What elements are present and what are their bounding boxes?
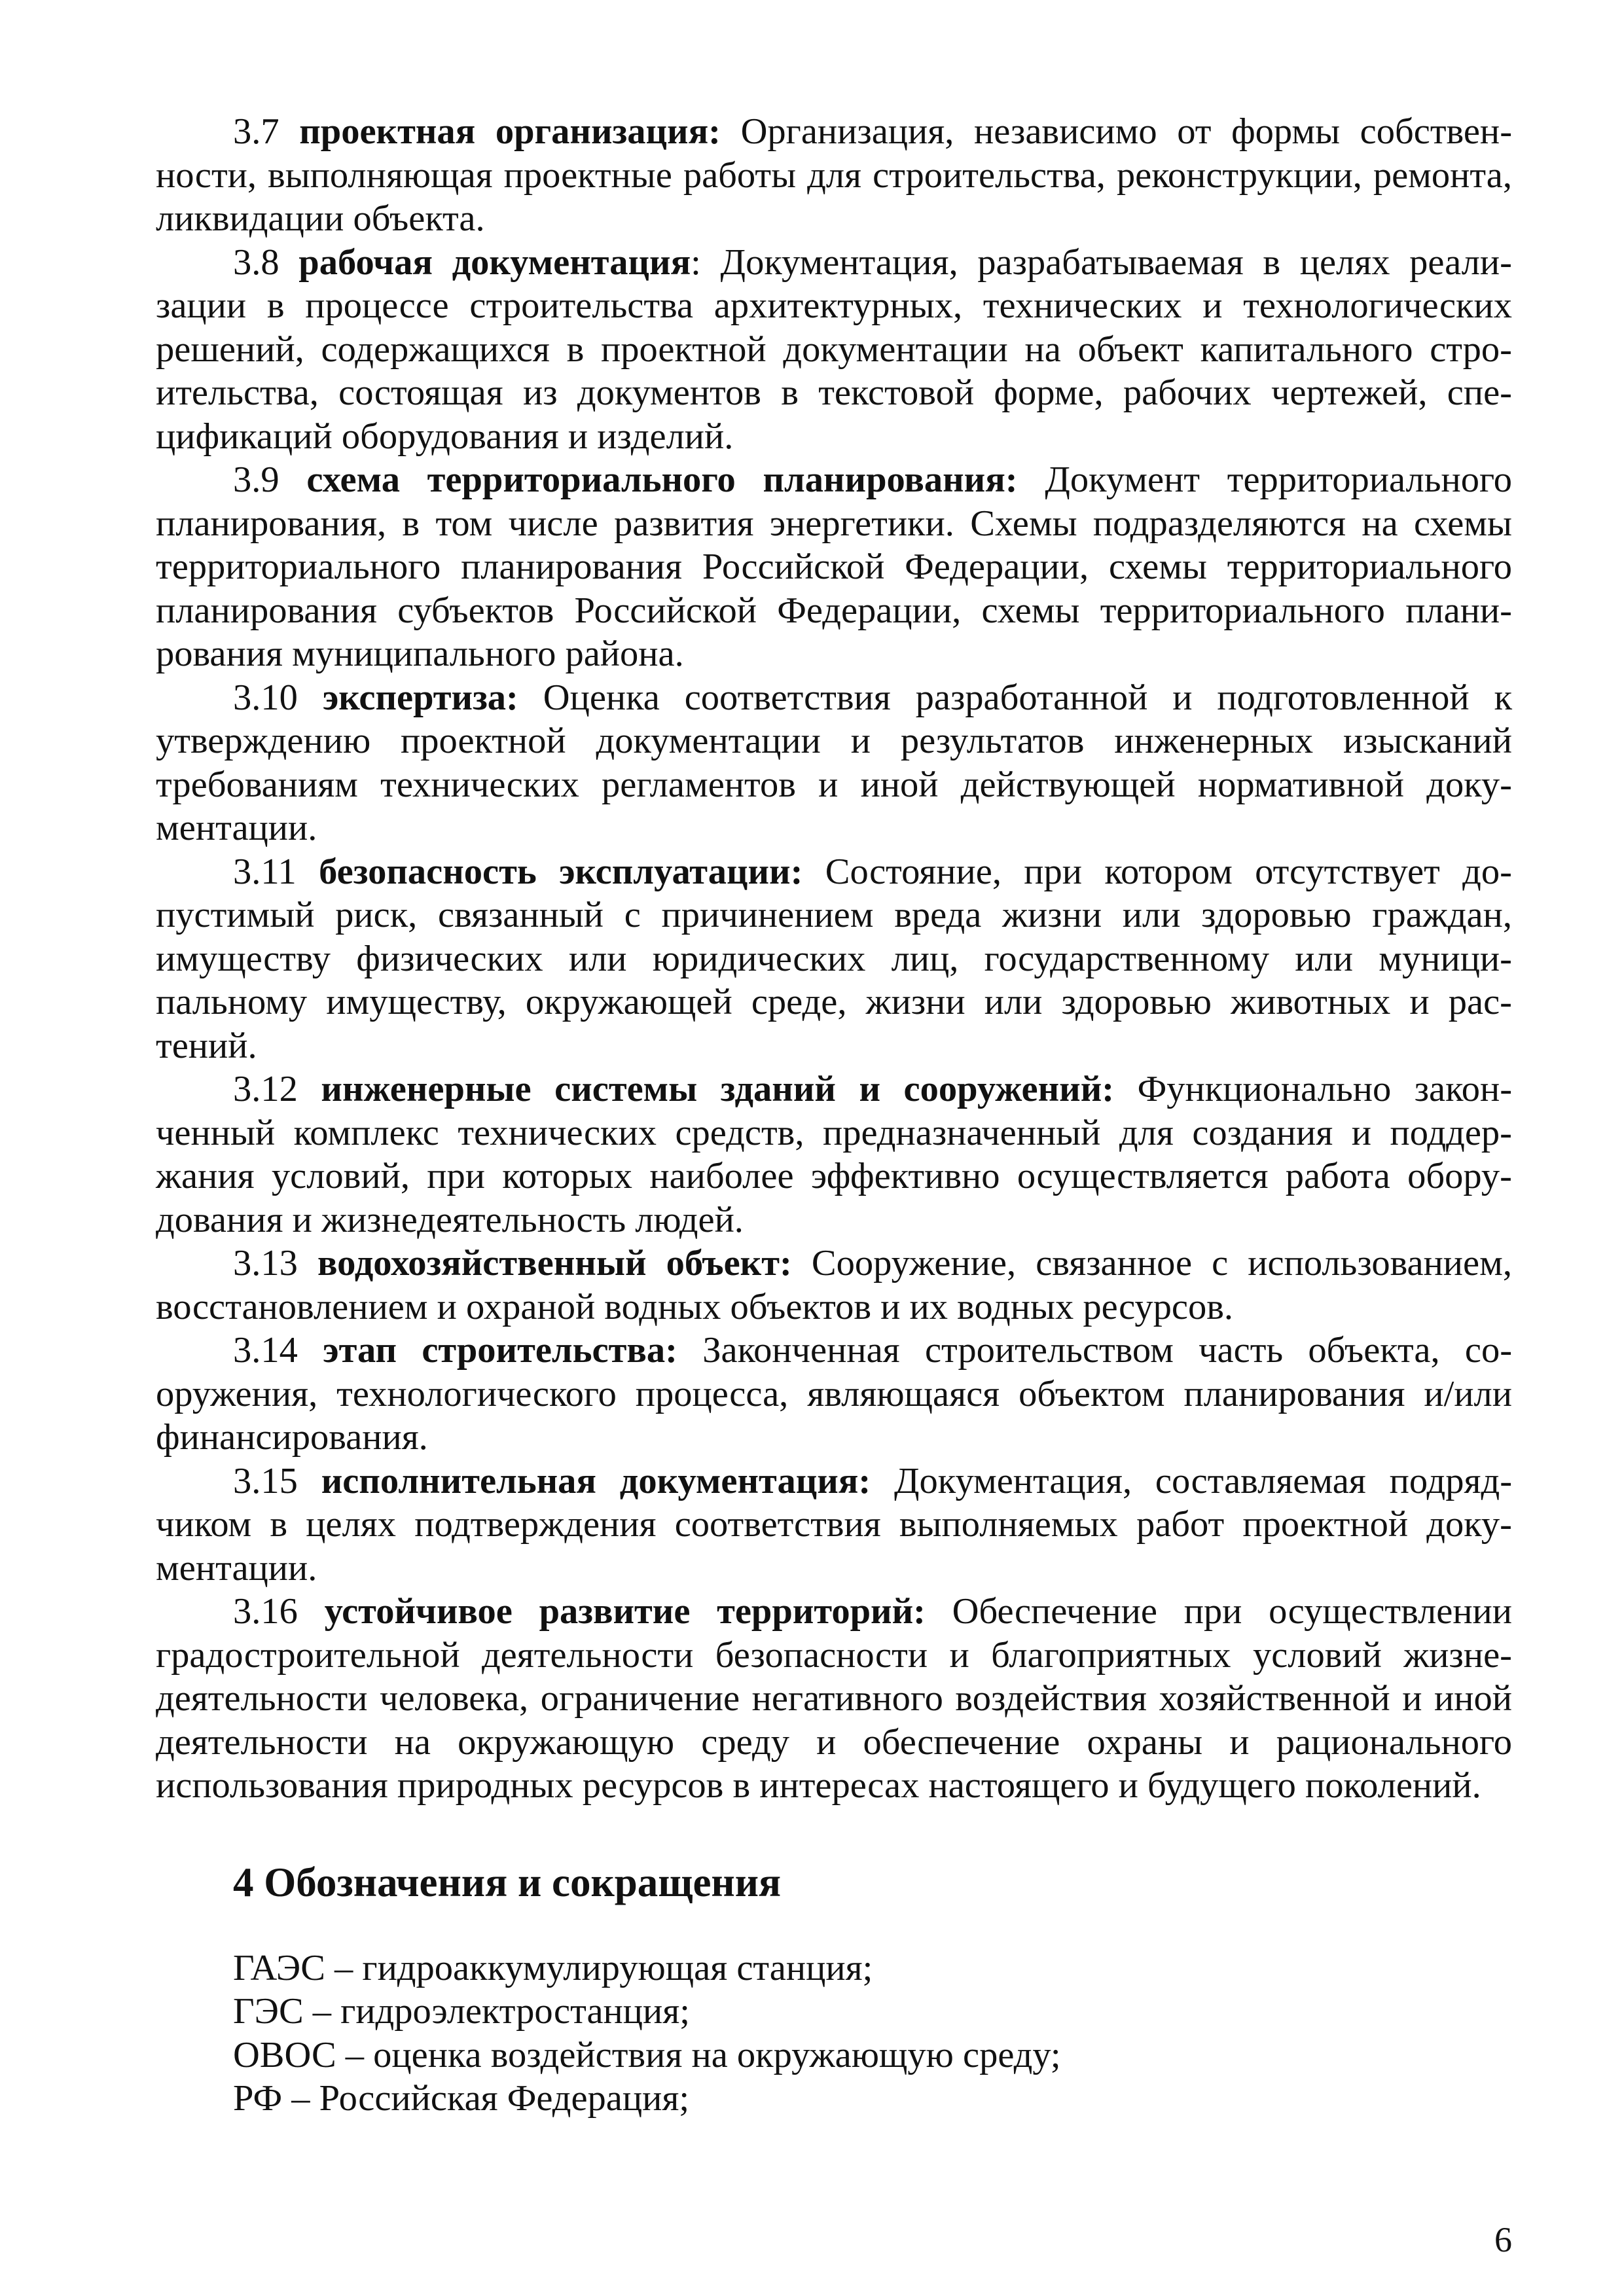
definition-term: исполнительная документация: xyxy=(321,1460,871,1501)
definition-number: 3.15 xyxy=(233,1460,298,1501)
definition-3-11 xyxy=(156,850,1512,1068)
definition-3-9 xyxy=(156,458,1512,676)
definition-3-12 xyxy=(156,1067,1512,1242)
definition-text: Функционально законченный комплекс технических средств, предназначенный для создания и поддержания условий, при которых наиболее эффективно осуществляется работа оборудования и жизнедеятельность людей. xyxy=(156,1069,1513,1240)
definition-number: 3.16 xyxy=(233,1591,298,1632)
definition-text: : Документация, разрабатываемая в целях реализации в процессе строительства архитектурных, технических и технологических решений, содержащихся в проектной документации на объект капитального строительства, состоящая из документов в текстовой форме, рабочих чертежей, спецификаций оборудования и изделий. xyxy=(156,242,1512,457)
definition-term: проектная организация: xyxy=(299,111,721,152)
definition-term: рабочая документация xyxy=(298,242,691,283)
definition-number: 3.13 xyxy=(233,1243,298,1283)
definition-term: экспертиза: xyxy=(322,677,518,718)
document-body xyxy=(156,110,1512,2121)
definition-text: Сооружение, связанное с использованием, восстановлением и охраной водных объектов и их водных ресурсов. xyxy=(156,1243,1513,1327)
abbreviation-item: ГЭС – гидроэлектростанция; xyxy=(233,1991,690,2032)
definition-number: 3.9 xyxy=(233,459,280,500)
abbreviation-list xyxy=(156,1946,1512,2121)
abbreviation-item: РФ – Российская Федерация; xyxy=(233,2078,690,2119)
definition-text: Документ территориального планирования, в том числе развития энергетики. Схемы подразделяются на схемы территориального планирования Российской Федерации, схемы территориального планирования субъектов Российской Федерации, схемы территориального планирования муниципального района. xyxy=(156,459,1513,674)
definition-number: 3.12 xyxy=(233,1069,298,1109)
definition-term: инженерные системы зданий и сооружений: xyxy=(321,1069,1115,1109)
definition-text: Обеспечение при осуществлении градостроительной деятельности безопасности и благоприятных условий жизнедеятельности человека, ограничение негативного воздействия хозяйственной и иной деятельности на окружающую среду и обеспечение охраны и рационального использования природных ресурсов в интересах настоящего и будущего поколений. xyxy=(156,1591,1513,1806)
section-heading: 4 Обозначения и сокращения xyxy=(233,1859,782,1905)
page-number: 6 xyxy=(1494,2220,1512,2259)
definition-3-8 xyxy=(156,241,1512,459)
definition-number: 3.11 xyxy=(233,851,297,892)
definition-3-16 xyxy=(156,1590,1512,1808)
definition-text: Законченная строительством часть объекта, сооружения, технологического процесса, являющаяся объектом планирования и/или финансирования. xyxy=(156,1330,1513,1458)
abbreviation-item: ОВОС – оценка воздействия на окружающую среду; xyxy=(233,2034,1061,2075)
definition-number: 3.8 xyxy=(233,242,280,283)
definition-3-15 xyxy=(156,1460,1512,1590)
definition-text: Состояние, при котором отсутствует допустимый риск, связанный с причинением вреда жизни или здоровью граждан, имуществу физических или юридических лиц, государственному или муниципальному имуществу, окружающей среде, жизни или здоровью животных и растений. xyxy=(156,851,1512,1066)
definition-number: 3.14 xyxy=(233,1330,298,1371)
definition-term: устойчивое развитие территорий: xyxy=(324,1591,926,1632)
definition-number: 3.10 xyxy=(233,677,298,718)
definition-3-7 xyxy=(156,110,1512,241)
abbreviation-item: ГАЭС – гидроаккумулирующая станция; xyxy=(233,1947,873,1988)
definition-number: 3.7 xyxy=(233,111,280,152)
definition-term: водохозяйственный объект: xyxy=(317,1243,792,1283)
definition-term: схема территориального планирования: xyxy=(306,459,1018,500)
definition-text: Документация, составляемая подрядчиком в целях подтверждения соответствия выполняемых работ проектной документации. xyxy=(156,1460,1513,1588)
definition-text: Организация, независимо от формы собственности, выполняющая проектные работы для строительства, реконструкции, ремонта, ликвидации объекта. xyxy=(156,111,1513,239)
definition-text: Оценка соответствия разработанной и подготовленной к утверждению проектной документации и результатов инженерных изысканий требованиям технических регламентов и иной действующей нормативной документации. xyxy=(156,677,1513,848)
definition-3-10 xyxy=(156,676,1512,850)
definition-3-13 xyxy=(156,1242,1512,1329)
definition-3-14 xyxy=(156,1329,1512,1460)
definition-term: безопасность эксплуатации: xyxy=(319,851,803,892)
definition-term: этап строительства: xyxy=(323,1330,677,1371)
